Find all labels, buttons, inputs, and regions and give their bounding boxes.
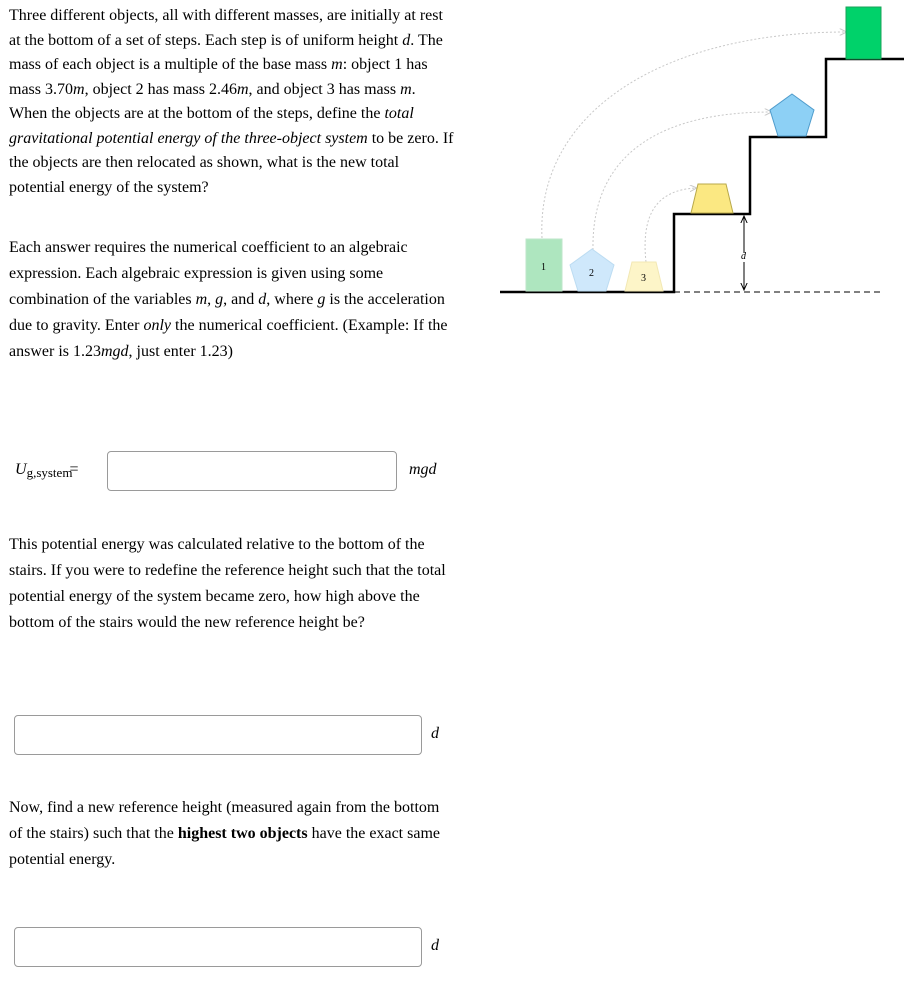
answer-instructions: Each answer requires the numerical coefficient to an algebraic expression. Each algebraic expression is given using some combination of the variables m, g, and d, where g is the acceleration due to gravity. Enter only the numerical coefficient. (Example: If the answer is 1.23mgd, just enter 1.23) [9, 239, 448, 360]
object3-path-arrow [645, 188, 696, 262]
equal-pe-question: Now, find a new reference height (measured again from the bottom of the stairs) such that the highest two objects have the exact same potential energy. [9, 799, 440, 868]
object3-final [691, 184, 733, 213]
problem-intro: Three different objects, all with different masses, are initially at rest at the bottom of a set of steps. Each step is of uniform height d. The mass of each object is a multiple of the base mass m: object 1 has mass 3.70m, object 2 has mass 2.46m, and object 3 has mass m. When the objects are at the bottom of the steps, define the total gravitational potential energy of the three-object system to be zero. If the objects are then relocated as shown, what is the new total potential energy of the system? [9, 7, 454, 196]
equal-pe-height-input[interactable] [14, 927, 422, 967]
object3-label: 3 [641, 273, 646, 284]
object1-label: 1 [541, 262, 546, 273]
object2-label: 2 [589, 268, 594, 279]
ug-system-input[interactable] [107, 451, 397, 491]
object1-final [846, 7, 881, 59]
reference-height-unit: d [431, 725, 439, 742]
object2-final [770, 94, 814, 136]
reference-height-question: This potential energy was calculated relative to the bottom of the stairs. If you were to redefine the reference height such that the total potential energy of the system became zero, how high above the bottom of the stairs would the new reference height be? [9, 536, 446, 631]
step-height-label: d [741, 251, 746, 262]
stairs-diagram [496, 0, 906, 310]
ug-system-unit: mgd [409, 461, 437, 478]
reference-height-input[interactable] [14, 715, 422, 755]
ug-system-label: Ug,system= [15, 461, 79, 480]
equal-pe-height-unit: d [431, 937, 439, 954]
